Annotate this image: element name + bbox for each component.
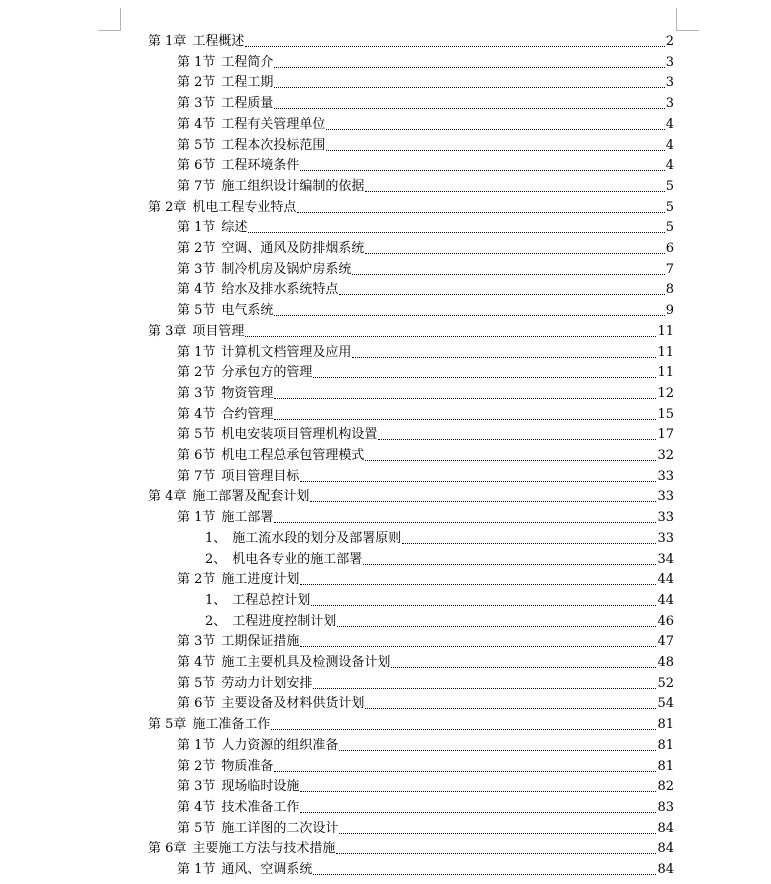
toc-dot-leader xyxy=(274,67,664,68)
toc-dot-leader xyxy=(245,46,664,47)
toc-dot-leader xyxy=(336,853,656,854)
toc-entry-number: 2、 xyxy=(205,552,227,567)
toc-chapter-entry[interactable] xyxy=(148,837,674,857)
toc-entry-page-number: 8 xyxy=(665,282,674,297)
toc-dot-leader xyxy=(300,170,664,171)
toc-dot-leader xyxy=(245,336,656,337)
toc-entry-title: 综述 xyxy=(221,220,248,235)
toc-dot-leader xyxy=(300,584,656,585)
toc-entry-title: 工程概述 xyxy=(192,34,245,49)
toc-entry-title: 工程本次投标范围 xyxy=(221,138,326,153)
toc-dot-leader xyxy=(311,605,656,606)
toc-entry-page-number: 17 xyxy=(657,427,674,442)
toc-dot-leader xyxy=(365,708,656,709)
toc-dot-leader xyxy=(274,398,656,399)
toc-entry-title: 工程进度控制计划 xyxy=(232,614,337,629)
toc-entry-title: 主要设备及材料供货计划 xyxy=(221,696,365,711)
toc-dot-leader xyxy=(339,833,656,834)
toc-section-entry[interactable] xyxy=(177,506,674,526)
toc-entry-title: 分承包方的管理 xyxy=(221,365,313,380)
toc-section-entry[interactable] xyxy=(177,237,674,257)
toc-dot-leader xyxy=(339,750,656,751)
toc-entry-title: 现场临时设施 xyxy=(221,779,300,794)
toc-section-entry[interactable] xyxy=(177,341,674,361)
toc-entry-page-number: 84 xyxy=(657,841,674,856)
toc-entry-title: 施工准备工作 xyxy=(192,717,271,732)
toc-entry-page-number: 81 xyxy=(657,717,674,732)
toc-entry-title: 工程环境条件 xyxy=(221,158,300,173)
toc-section-entry[interactable] xyxy=(177,775,674,795)
toc-chapter-entry[interactable] xyxy=(148,30,674,50)
toc-section-entry[interactable] xyxy=(177,568,674,588)
toc-entry-number: 第 5节 xyxy=(177,138,216,153)
toc-dot-leader xyxy=(378,439,656,440)
toc-section-entry[interactable] xyxy=(177,51,674,71)
toc-entry-page-number: 81 xyxy=(657,738,674,753)
toc-section-entry[interactable] xyxy=(177,382,674,402)
toc-subsection-entry[interactable] xyxy=(205,527,674,547)
toc-entry-page-number: 44 xyxy=(657,593,674,608)
toc-entry-number: 第 2节 xyxy=(177,75,216,90)
toc-dot-leader xyxy=(300,812,656,813)
toc-entry-number: 第 5节 xyxy=(177,303,216,318)
toc-entry-title: 施工组织设计编制的依据 xyxy=(221,179,365,194)
toc-section-entry[interactable] xyxy=(177,71,674,91)
toc-entry-title: 工程简介 xyxy=(221,55,274,70)
toc-section-entry[interactable] xyxy=(177,113,674,133)
toc-entry-title: 通风、空调系统 xyxy=(221,862,313,877)
toc-dot-leader xyxy=(274,108,664,109)
toc-entry-page-number: 4 xyxy=(665,158,674,173)
toc-entry-title: 技术准备工作 xyxy=(221,800,300,815)
toc-entry-number: 第 4节 xyxy=(177,407,216,422)
toc-dot-leader xyxy=(365,460,656,461)
toc-entry-page-number: 54 xyxy=(657,696,674,711)
toc-entry-title: 机电安装项目管理机构设置 xyxy=(221,427,378,442)
toc-entry-number: 第 4节 xyxy=(177,282,216,297)
toc-entry-page-number: 84 xyxy=(657,821,674,836)
toc-dot-leader xyxy=(274,522,656,523)
toc-dot-leader xyxy=(313,377,656,378)
toc-dot-leader xyxy=(365,253,664,254)
toc-entry-title: 劳动力计划安排 xyxy=(221,676,313,691)
toc-entry-number: 第 1节 xyxy=(177,738,216,753)
toc-dot-leader xyxy=(402,543,656,544)
toc-entry-number: 第 4节 xyxy=(177,800,216,815)
toc-entry-number: 第 3节 xyxy=(177,386,216,401)
toc-entry-title: 给水及排水系统特点 xyxy=(221,282,339,297)
toc-dot-leader xyxy=(337,626,656,627)
toc-section-entry[interactable] xyxy=(177,858,674,878)
toc-entry-page-number: 3 xyxy=(665,96,674,111)
toc-entry-title: 机电各专业的施工部署 xyxy=(232,552,363,567)
toc-dot-leader xyxy=(274,771,656,772)
toc-section-entry[interactable] xyxy=(177,651,674,671)
toc-dot-leader xyxy=(352,274,664,275)
toc-section-entry[interactable] xyxy=(177,403,674,423)
toc-entry-title: 施工主要机具及检测设备计划 xyxy=(221,655,391,670)
toc-dot-leader xyxy=(274,87,664,88)
toc-section-entry[interactable] xyxy=(177,692,674,712)
toc-entry-page-number: 34 xyxy=(657,552,674,567)
toc-entry-title: 工程总控计划 xyxy=(232,593,311,608)
toc-entry-title: 施工部署及配套计划 xyxy=(192,489,310,504)
toc-dot-leader xyxy=(274,419,656,420)
toc-entry-title: 人力资源的组织准备 xyxy=(221,738,339,753)
toc-entry-page-number: 47 xyxy=(657,634,674,649)
toc-chapter-entry[interactable] xyxy=(148,485,674,505)
toc-section-entry[interactable] xyxy=(177,278,674,298)
toc-entry-number: 第 6节 xyxy=(177,448,216,463)
toc-dot-leader xyxy=(326,150,664,151)
toc-entry-title: 工程工期 xyxy=(221,75,274,90)
toc-dot-leader xyxy=(363,564,656,565)
toc-entry-title: 项目管理目标 xyxy=(221,469,300,484)
toc-entry-number: 第 1节 xyxy=(177,55,216,70)
toc-entry-number: 第 3章 xyxy=(148,324,187,339)
toc-entry-number: 1、 xyxy=(205,593,227,608)
toc-entry-page-number: 84 xyxy=(657,862,674,877)
toc-entry-page-number: 52 xyxy=(657,676,674,691)
toc-section-entry[interactable] xyxy=(177,299,674,319)
toc-entry-title: 合约管理 xyxy=(221,407,274,422)
toc-entry-title: 空调、通风及防排烟系统 xyxy=(221,241,365,256)
margin-crop-mark-right xyxy=(676,8,699,31)
toc-entry-title: 计算机文档管理及应用 xyxy=(221,345,352,360)
toc-entry-number: 第 1节 xyxy=(177,345,216,360)
toc-entry-title: 机电工程专业特点 xyxy=(192,200,297,215)
toc-entry-number: 第 5章 xyxy=(148,717,187,732)
toc-entry-title: 物资管理 xyxy=(221,386,274,401)
toc-entry-page-number: 5 xyxy=(665,179,674,194)
toc-dot-leader xyxy=(326,129,664,130)
toc-entry-page-number: 11 xyxy=(657,324,674,339)
toc-entry-number: 第 4章 xyxy=(148,489,187,504)
toc-entry-number: 第 1节 xyxy=(177,862,216,877)
toc-section-entry[interactable] xyxy=(177,755,674,775)
toc-entry-page-number: 5 xyxy=(665,220,674,235)
toc-entry-number: 第 6节 xyxy=(177,158,216,173)
toc-entry-page-number: 48 xyxy=(657,655,674,670)
toc-entry-number: 第 2章 xyxy=(148,200,187,215)
toc-section-entry[interactable] xyxy=(177,817,674,837)
toc-entry-page-number: 83 xyxy=(657,800,674,815)
toc-entry-number: 第 4节 xyxy=(177,655,216,670)
toc-entry-number: 第 2节 xyxy=(177,241,216,256)
toc-entry-number: 第 3节 xyxy=(177,779,216,794)
toc-section-entry[interactable] xyxy=(177,154,674,174)
toc-section-entry[interactable] xyxy=(177,672,674,692)
toc-entry-title: 施工进度计划 xyxy=(221,572,300,587)
toc-entry-number: 第 3节 xyxy=(177,96,216,111)
toc-section-entry[interactable] xyxy=(177,734,674,754)
toc-entry-number: 1、 xyxy=(205,531,227,546)
toc-entry-page-number: 3 xyxy=(665,75,674,90)
toc-entry-page-number: 82 xyxy=(657,779,674,794)
toc-entry-number: 第 5节 xyxy=(177,676,216,691)
toc-entry-title: 施工部署 xyxy=(221,510,274,525)
toc-section-entry[interactable] xyxy=(177,216,674,236)
toc-dot-leader xyxy=(310,501,656,502)
toc-entry-page-number: 3 xyxy=(665,55,674,70)
toc-entry-page-number: 6 xyxy=(665,241,674,256)
toc-dot-leader xyxy=(339,294,664,295)
toc-entry-page-number: 2 xyxy=(665,34,674,49)
toc-chapter-entry[interactable] xyxy=(148,320,674,340)
toc-entry-page-number: 46 xyxy=(657,614,674,629)
toc-entry-page-number: 32 xyxy=(657,448,674,463)
toc-subsection-entry[interactable] xyxy=(205,548,674,568)
toc-section-entry[interactable] xyxy=(177,423,674,443)
toc-subsection-entry[interactable] xyxy=(205,589,674,609)
toc-entry-page-number: 15 xyxy=(657,407,674,422)
toc-section-entry[interactable] xyxy=(177,796,674,816)
toc-dot-leader xyxy=(297,212,664,213)
toc-dot-leader xyxy=(391,667,656,668)
toc-dot-leader xyxy=(300,791,656,792)
toc-subsection-entry[interactable] xyxy=(205,610,674,630)
toc-chapter-entry[interactable] xyxy=(148,713,674,733)
toc-entry-number: 第 7节 xyxy=(177,469,216,484)
toc-chapter-entry[interactable] xyxy=(148,196,674,216)
toc-entry-number: 第 1节 xyxy=(177,510,216,525)
toc-entry-page-number: 33 xyxy=(657,531,674,546)
toc-entry-number: 第 5节 xyxy=(177,427,216,442)
toc-section-entry[interactable] xyxy=(177,258,674,278)
toc-entry-page-number: 81 xyxy=(657,759,674,774)
toc-dot-leader xyxy=(248,232,664,233)
toc-section-entry[interactable] xyxy=(177,361,674,381)
toc-entry-title: 工程有关管理单位 xyxy=(221,117,326,132)
toc-entry-page-number: 4 xyxy=(665,117,674,132)
toc-entry-page-number: 5 xyxy=(665,200,674,215)
toc-section-entry[interactable] xyxy=(177,630,674,650)
toc-entry-title: 工期保证措施 xyxy=(221,634,300,649)
margin-crop-mark-left xyxy=(98,8,121,31)
toc-entry-number: 第 1章 xyxy=(148,34,187,49)
toc-entry-number: 第 2节 xyxy=(177,365,216,380)
toc-dot-leader xyxy=(313,874,656,875)
toc-section-entry[interactable] xyxy=(177,175,674,195)
toc-entry-page-number: 11 xyxy=(657,365,674,380)
toc-entry-number: 第 2节 xyxy=(177,759,216,774)
toc-dot-leader xyxy=(313,688,656,689)
toc-entry-title: 主要施工方法与技术措施 xyxy=(192,841,336,856)
toc-entry-number: 第 2节 xyxy=(177,572,216,587)
toc-entry-number: 第 3节 xyxy=(177,262,216,277)
toc-entry-number: 第 1节 xyxy=(177,220,216,235)
toc-entry-title: 物质准备 xyxy=(221,759,274,774)
toc-entry-page-number: 7 xyxy=(665,262,674,277)
toc-entry-number: 第 5节 xyxy=(177,821,216,836)
toc-entry-number: 第 7节 xyxy=(177,179,216,194)
toc-dot-leader xyxy=(365,191,664,192)
toc-entry-page-number: 9 xyxy=(665,303,674,318)
toc-entry-title: 机电工程总承包管理模式 xyxy=(221,448,365,463)
toc-entry-page-number: 33 xyxy=(657,469,674,484)
toc-section-entry[interactable] xyxy=(177,444,674,464)
toc-dot-leader xyxy=(300,646,656,647)
toc-entry-title: 施工详图的二次设计 xyxy=(221,821,339,836)
toc-entry-page-number: 11 xyxy=(657,345,674,360)
toc-entry-page-number: 33 xyxy=(657,510,674,525)
toc-dot-leader xyxy=(352,357,656,358)
toc-entry-number: 第 6节 xyxy=(177,696,216,711)
toc-dot-leader xyxy=(271,729,656,730)
toc-section-entry[interactable] xyxy=(177,465,674,485)
toc-dot-leader xyxy=(300,481,656,482)
toc-entry-page-number: 33 xyxy=(657,489,674,504)
toc-section-entry[interactable] xyxy=(177,92,674,112)
toc-entry-title: 制冷机房及锅炉房系统 xyxy=(221,262,352,277)
toc-dot-leader xyxy=(274,315,664,316)
toc-section-entry[interactable] xyxy=(177,134,674,154)
toc-entry-title: 施工流水段的划分及部署原则 xyxy=(232,531,402,546)
toc-entry-number: 2、 xyxy=(205,614,227,629)
toc-entry-number: 第 3节 xyxy=(177,634,216,649)
toc-entry-number: 第 4节 xyxy=(177,117,216,132)
toc-entry-title: 项目管理 xyxy=(192,324,245,339)
toc-entry-title: 电气系统 xyxy=(221,303,274,318)
toc-entry-page-number: 4 xyxy=(665,138,674,153)
toc-entry-page-number: 44 xyxy=(657,572,674,587)
toc-entry-page-number: 12 xyxy=(657,386,674,401)
toc-entry-title: 工程质量 xyxy=(221,96,274,111)
toc-entry-number: 第 6章 xyxy=(148,841,187,856)
